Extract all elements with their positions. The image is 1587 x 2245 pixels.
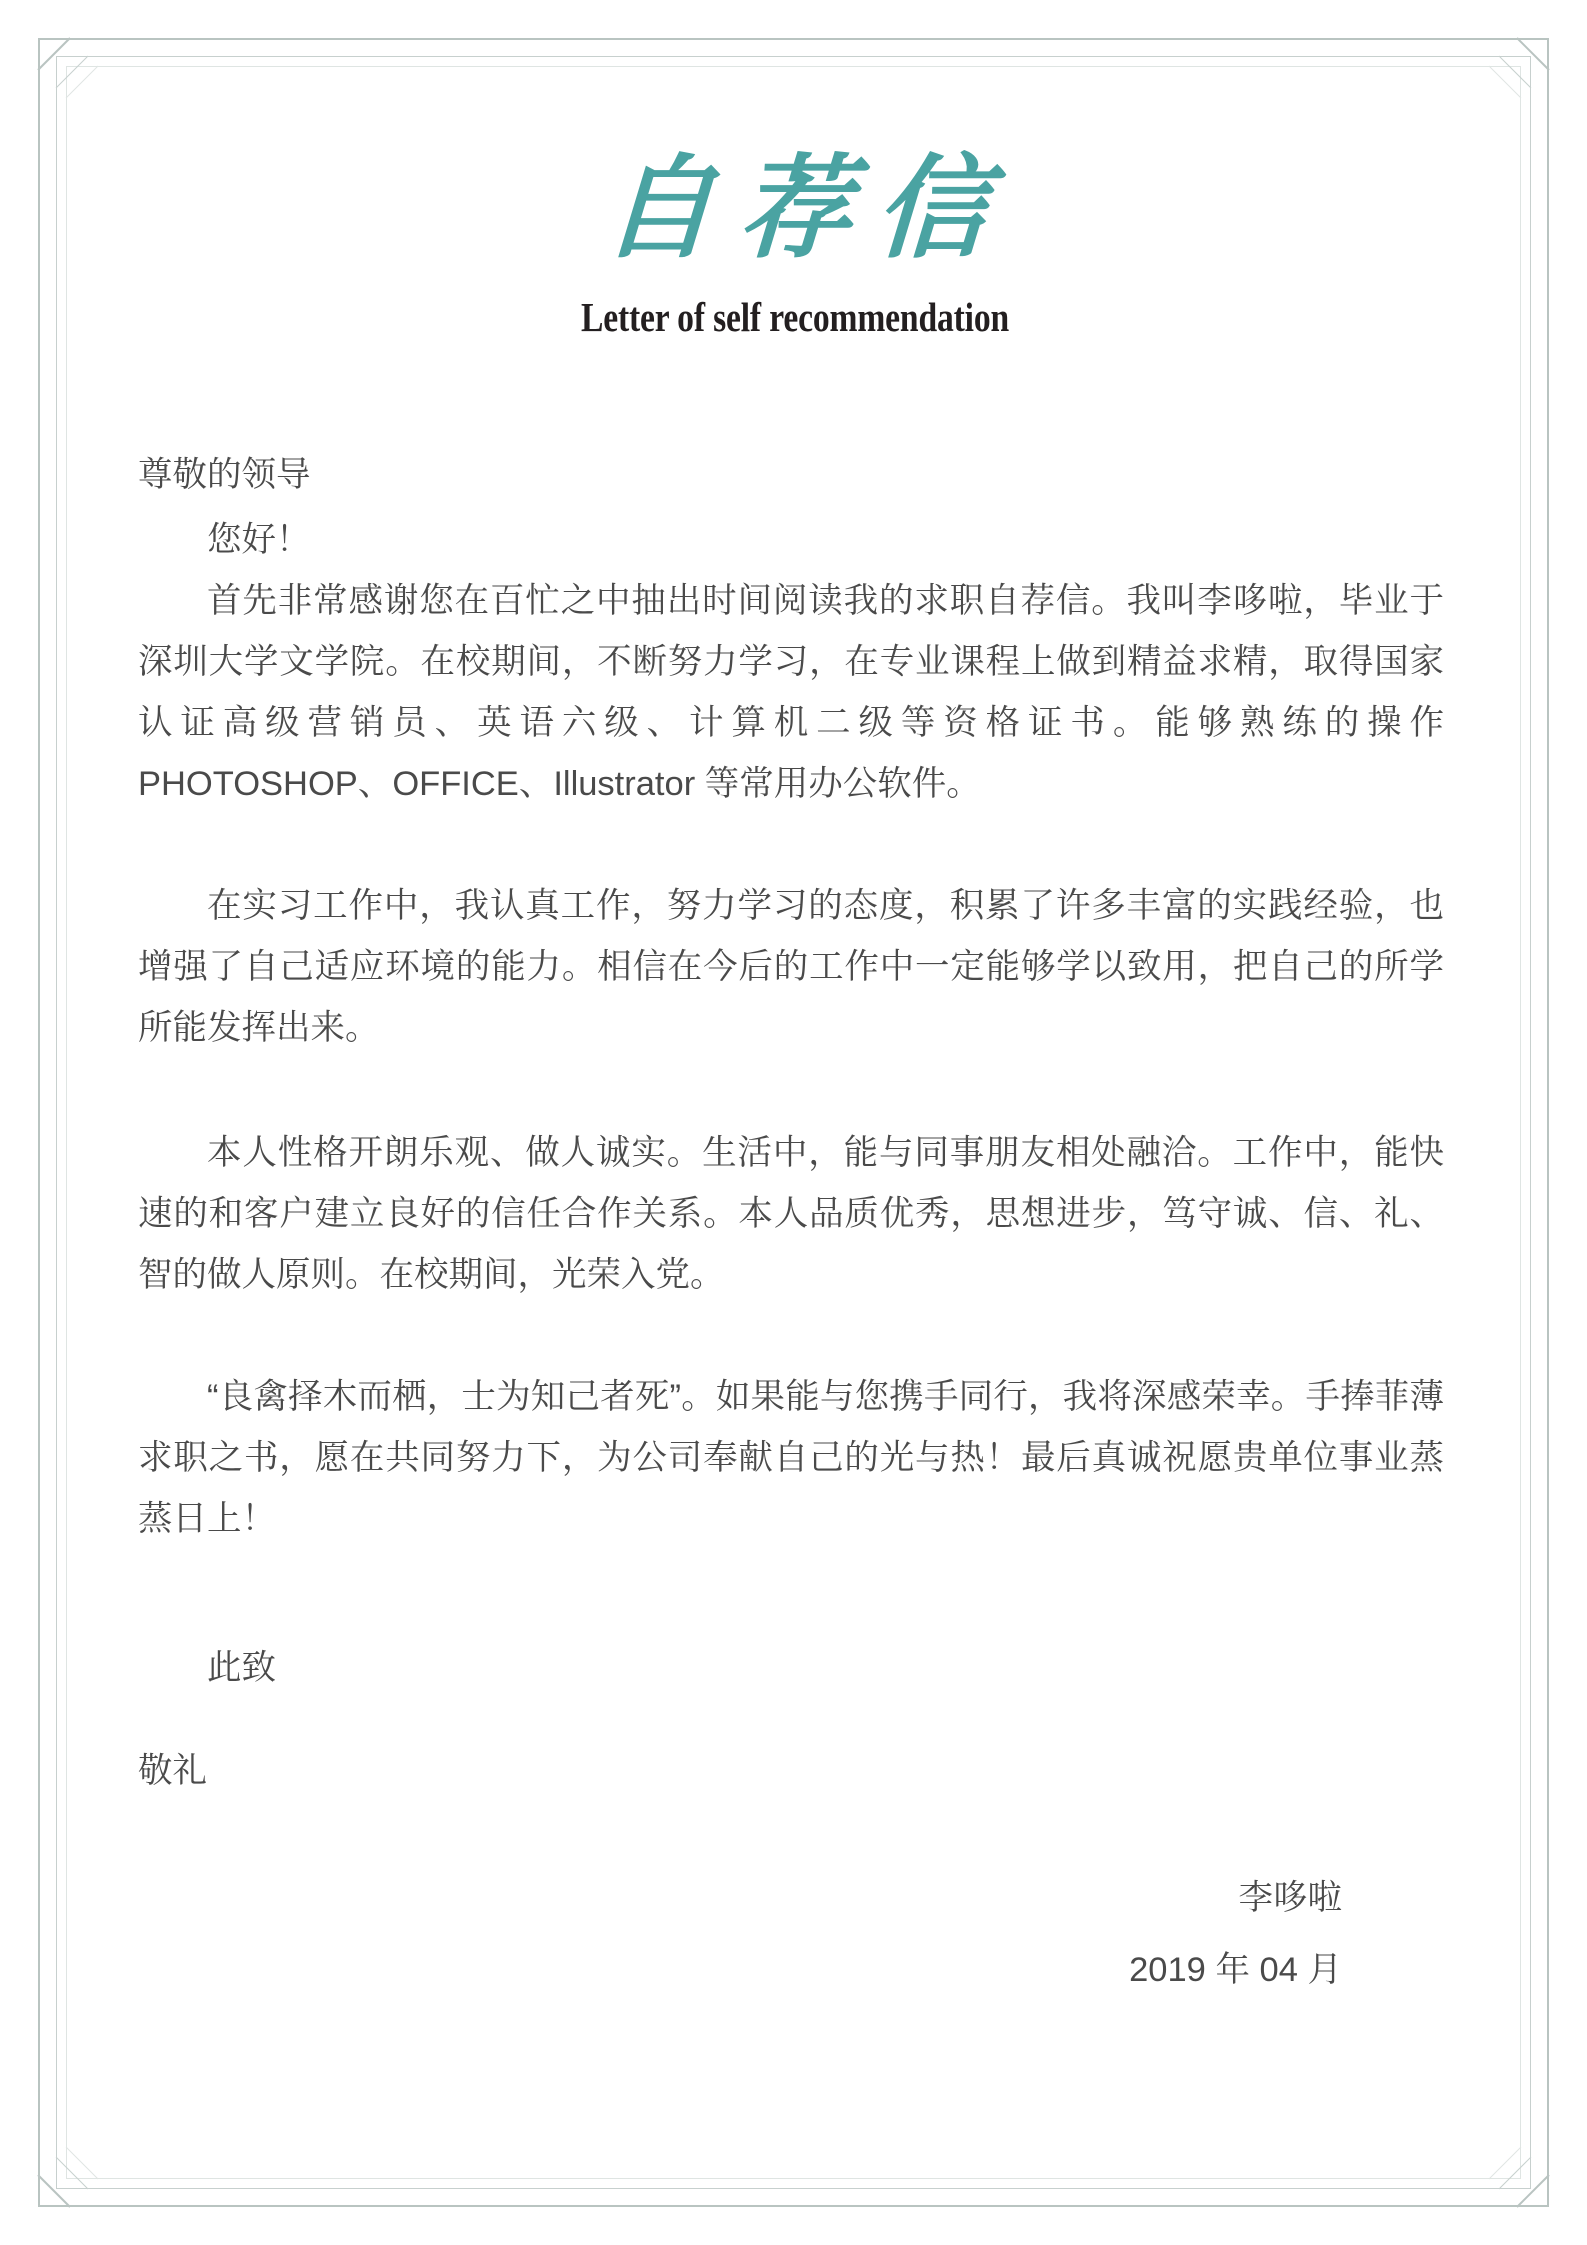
signature-name: 李哆啦 (1238, 1879, 1342, 1918)
letter-body (130, 445, 1460, 1802)
signature-date: 2019 年 04 月 (1129, 1951, 1342, 1990)
page-subtitle: Letter of self recommendation (580, 294, 1010, 341)
paragraph-2: 在实习工作中，我认真工作，努力学习的态度，积累了许多丰富的实践经验，也增强了自己适应环境的能力。相信在今后的工作中一定能够学以致用，把自己的所学所能发挥出来。 (138, 887, 1444, 1048)
letter-content (130, 96, 1460, 2006)
greeting: 您好！ (207, 521, 311, 560)
title-block (130, 148, 1460, 341)
signature-block (130, 1862, 1460, 2006)
corner-ornament-bottom-left-icon (30, 2141, 104, 2215)
corner-ornament-bottom-right-icon (1483, 2141, 1557, 2215)
page-title: 自荐信 (599, 148, 1016, 272)
paragraph-3: 本人性格开朗乐观、做人诚实。生活中，能与同事朋友相处融洽。工作中，能快速的和客户建立良好的信任合作关系。本人品质优秀，思想进步，笃守诚、信、礼、智的做人原则。在校期间，光荣入党。 (138, 1134, 1444, 1295)
salutation: 尊敬的领导 (138, 456, 311, 495)
closing-line-2: 敬礼 (138, 1752, 207, 1791)
corner-ornament-top-left-icon (30, 30, 104, 104)
corner-ornament-top-right-icon (1483, 30, 1557, 104)
closing-line-1: 此致 (207, 1649, 276, 1688)
closing-block (138, 1638, 1444, 1802)
paragraph-1: 首先非常感谢您在百忙之中抽出时间阅读我的求职自荐信。我叫李哆啦，毕业于深圳大学文学院。在校期间，不断努力学习，在专业课程上做到精益求精，取得国家认证高级营销员、英语六级、计算机二级等资格证书。能够熟练的操作 PHOTOSHOP、OFFICE、Illustrator 等常用办公软件。 (138, 582, 1444, 804)
paragraph-4: “良禽择木而栖，士为知己者死”。如果能与您携手同行，我将深感荣幸。手捧菲薄求职之书，愿在共同努力下，为公司奉献自己的光与热！最后真诚祝愿贵单位事业蒸蒸日上！ (138, 1378, 1444, 1539)
